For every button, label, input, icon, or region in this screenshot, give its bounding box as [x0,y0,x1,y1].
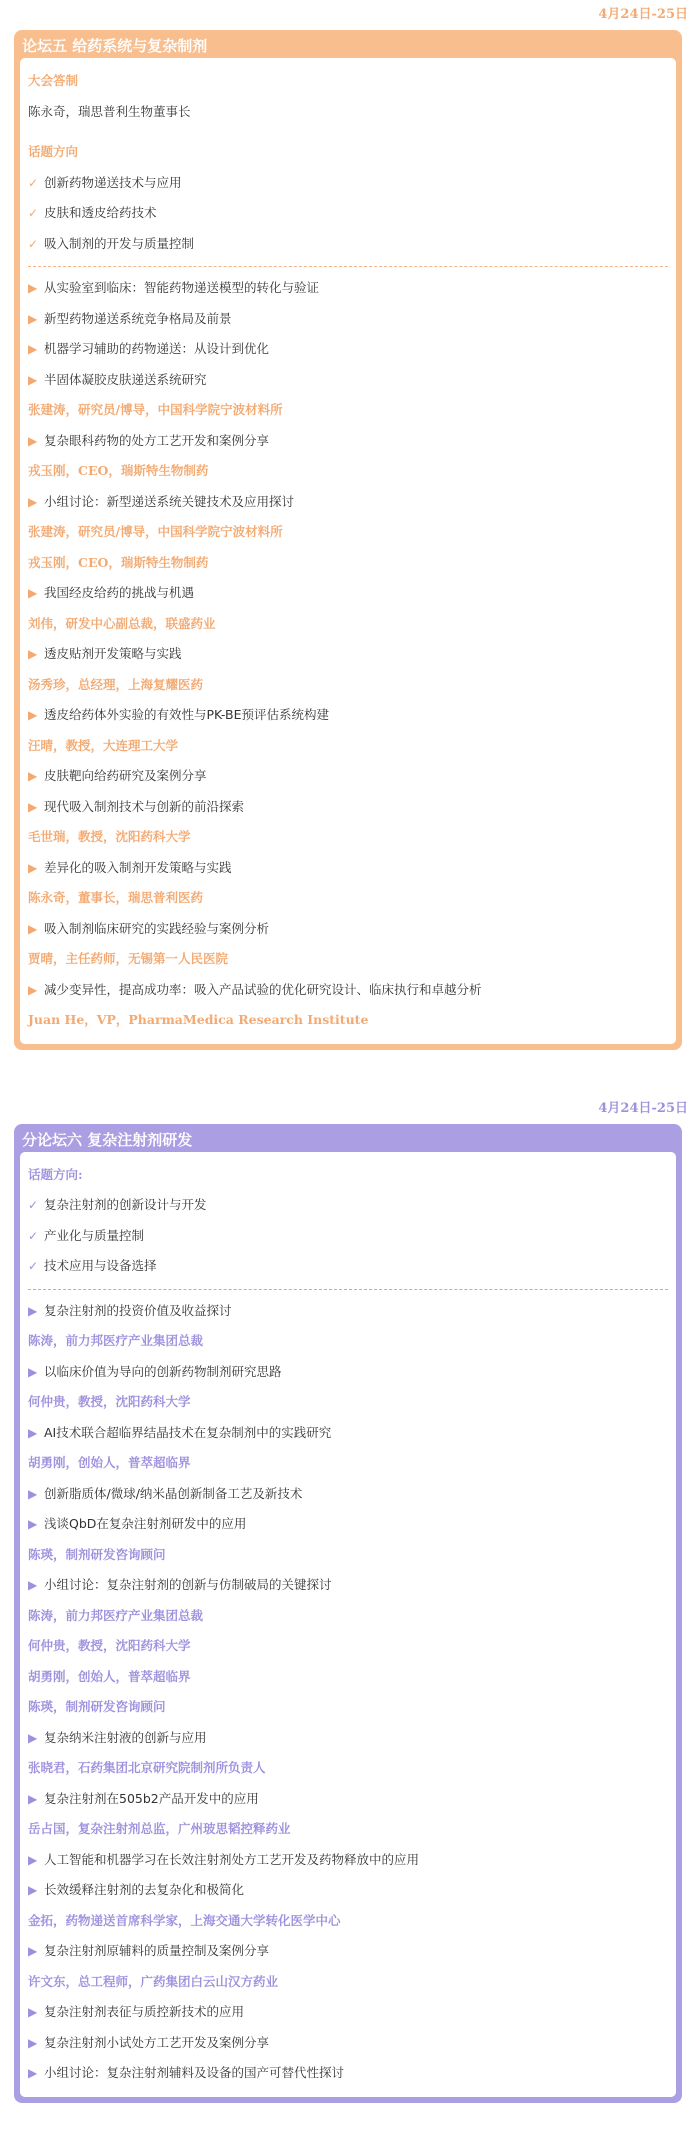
forum-5-section [0,0,696,1050]
talk-title: 透皮给药体外实验的有效性与PK-BE预评估系统构建 [44,707,329,722]
triangle-icon: ▶ [28,1791,38,1806]
triangle-icon: ▶ [28,372,38,387]
agenda-talk [28,1723,668,1754]
talk-title: 小组讨论：新型递送系统关键技术及应用探讨 [44,493,295,509]
talk-title: 现代吸入制剂技术与创新的前沿探索 [44,798,245,814]
talk-title: 吸入制剂临床研究的实践经验与案例分析 [44,920,270,936]
agenda-talk [28,426,668,457]
agenda-talk [28,1357,668,1388]
talk-title: 浅谈QbD在复杂注射剂研发中的应用 [44,1516,247,1531]
agenda-speaker: 陈永奇，董事长，瑞思普利医药 [28,890,204,905]
agenda-speaker: 金拓，药物递送首席科学家，上海交通大学转化医学中心 [28,1912,341,1928]
agenda-speaker: 贾晴，主任药师，无锡第一人民医院 [28,951,229,966]
triangle-icon: ▶ [28,647,38,661]
agenda-speaker: 张建涛，研究员/博导，中国科学院宁波材料所 [28,402,283,417]
forum-6-card [14,1124,682,2103]
triangle-icon: ▶ [28,311,38,326]
forum-6-date: 4月24日-25日 [598,1100,688,1116]
agenda-talk [28,2058,668,2089]
talk-title: 以临床价值为导向的创新药物制剂研究思路 [44,1363,282,1379]
forum-5-card [14,30,682,1050]
agenda-speaker: 戎玉刚，CEO，瑞斯特生物制药 [28,554,209,570]
forum-5-title: 论坛五 给药系统与复杂制剂 [22,37,208,55]
topics-label: 话题方向: [28,1166,83,1182]
agenda-speaker: 陈涛，前力邦医疗产业集团总裁 [28,1607,204,1623]
agenda-speaker: 陈瑛，制剂研发咨询顾问 [28,1546,166,1562]
talk-title: AI技术联合超临界结晶技术在复杂制剂中的实践研究 [44,1424,332,1440]
check-icon: ✓ [28,175,39,190]
chair-name: 陈永奇，瑞思普利生物董事长 [28,103,191,119]
talk-title: 从实验室到临床：智能药物递送模型的转化与验证 [44,280,320,295]
triangle-icon: ▶ [28,281,38,295]
divider [28,266,668,267]
triangle-icon: ▶ [28,1486,38,1501]
triangle-icon: ▶ [28,1852,38,1867]
triangle-icon: ▶ [28,1303,38,1318]
agenda-talk [28,365,668,396]
topic-item [28,168,668,199]
agenda-talk [28,334,668,365]
topic-item [28,229,668,260]
agenda-talk [28,1845,668,1876]
agenda-speaker: 陈瑛，制剂研发咨询顾问 [28,1699,166,1714]
topic-text: 创新药物递送技术与应用 [44,174,182,190]
forum-6-section [0,1094,696,2103]
agenda-talk [28,487,668,518]
topics-label: 话题方向 [28,144,79,159]
talk-title: 长效缓释注射剂的去复杂化和极简化 [44,1882,245,1897]
agenda-talk [28,1784,668,1815]
triangle-icon: ▶ [28,342,38,356]
agenda-talk [28,1997,668,2028]
topic-item [28,198,668,229]
agenda-speaker: 戎玉刚，CEO，瑞斯特生物制药 [28,463,209,478]
agenda-speaker: 胡勇刚，创始人，普萃超临界 [28,1668,191,1684]
topic-item [28,1190,668,1221]
agenda-talk [28,700,668,731]
triangle-icon: ▶ [28,799,38,814]
topic-item [28,1251,668,1282]
talk-title: 创新脂质体/微球/纳米晶创新制备工艺及新技术 [44,1485,303,1501]
agenda-talk [28,578,668,609]
agenda-talk [28,1936,668,1967]
agenda-talk [28,639,668,670]
triangle-icon: ▶ [28,860,38,875]
topic-text: 技术应用与设备选择 [44,1258,157,1273]
topic-list [28,1190,668,1282]
check-icon: ✓ [28,206,39,220]
agenda-speaker: 何仲贵，教授，沈阳药科大学 [28,1638,191,1653]
agenda-talk [28,1875,668,1906]
triangle-icon: ▶ [28,1517,38,1531]
agenda-list [28,273,668,1036]
talk-title: 复杂纳米注射液的创新与应用 [44,1729,207,1745]
talk-title: 小组讨论：复杂注射剂辅料及设备的国产可替代性探讨 [44,2065,345,2080]
chair-label: 大会答制 [28,73,79,88]
check-icon: ✓ [28,1198,39,1212]
agenda-speaker: 汤秀珍，总经理，上海复耀医药 [28,676,204,692]
talk-title: 复杂注射剂表征与质控新技术的应用 [44,2004,245,2019]
triangle-icon: ▶ [28,1730,38,1745]
triangle-icon: ▶ [28,1364,38,1379]
talk-title: 机器学习辅助的药物递送：从设计到优化 [44,341,270,356]
talk-title: 新型药物递送系统竞争格局及前景 [44,310,232,326]
agenda-talk [28,914,668,945]
forum-5-body [20,58,676,1044]
agenda-talk [28,853,668,884]
triangle-icon: ▶ [28,1425,38,1440]
agenda-speaker: 陈涛，前力邦医疗产业集团总裁 [28,1333,204,1348]
talk-title: 复杂注射剂小试处方工艺开发及案例分享 [44,2034,270,2050]
talk-title: 皮肤靶向给药研究及案例分享 [44,768,207,783]
triangle-icon: ▶ [28,1944,38,1958]
agenda-talk [28,1296,668,1327]
agenda-talk [28,1418,668,1449]
agenda-speaker: 岳占国，复杂注射剂总监，广州玻思韬控释药业 [28,1821,291,1836]
triangle-icon: ▶ [28,982,38,997]
agenda-talk [28,273,668,304]
check-icon: ✓ [28,1259,39,1273]
triangle-icon: ▶ [28,769,38,783]
talk-title: 复杂注射剂原辅料的质量控制及案例分享 [44,1943,270,1958]
agenda-list [28,1296,668,2089]
topic-item [28,1221,668,1252]
triangle-icon: ▶ [28,2005,38,2019]
triangle-icon: ▶ [28,921,38,936]
talk-title: 复杂眼科药物的处方工艺开发和案例分享 [44,432,270,448]
talk-title: 我国经皮给药的挑战与机遇 [44,585,195,600]
agenda-talk [28,975,668,1006]
triangle-icon: ▶ [28,586,38,600]
agenda-speaker: 何仲贵，教授，沈阳药科大学 [28,1394,191,1409]
triangle-icon: ▶ [28,1883,38,1897]
agenda-speaker: 刘伟，研发中心副总裁，联盛药业 [28,615,216,631]
agenda-talk [28,1509,668,1540]
triangle-icon: ▶ [28,1578,38,1592]
triangle-icon: ▶ [28,2035,38,2050]
agenda-talk [28,792,668,823]
topic-text: 产业化与质量控制 [44,1227,145,1243]
agenda-talk [28,304,668,335]
triangle-icon: ▶ [28,708,38,722]
topic-text: 皮肤和透皮给药技术 [44,205,157,220]
talk-title: 人工智能和机器学习在长效注射剂处方工艺开发及药物释放中的应用 [44,1851,420,1867]
agenda-talk [28,761,668,792]
agenda-speaker: 张晓君，石药集团北京研究院制剂所负责人 [28,1760,266,1775]
agenda-talk [28,1479,668,1510]
talk-title: 复杂注射剂的投资价值及收益探讨 [44,1302,232,1318]
topic-text: 复杂注射剂的创新设计与开发 [44,1197,207,1212]
forum-6-body [20,1152,676,2097]
talk-title: 半固体凝胶皮肤递送系统研究 [44,371,207,387]
topic-list [28,168,668,260]
agenda-speaker: 毛世瑞，教授，沈阳药科大学 [28,829,191,844]
talk-title: 透皮贴剂开发策略与实践 [44,646,182,661]
agenda-speaker: Juan He，VP，PharmaMedica Research Institute [28,1012,369,1027]
agenda-talk [28,1570,668,1601]
triangle-icon: ▶ [28,433,38,448]
check-icon: ✓ [28,1228,39,1243]
check-icon: ✓ [28,236,39,251]
agenda-speaker: 汪晴，教授，大连理工大学 [28,737,179,753]
talk-title: 差异化的吸入制剂开发策略与实践 [44,859,232,875]
divider [28,1289,668,1290]
talk-title: 减少变异性，提高成功率：吸入产品试验的优化研究设计、临床执行和卓越分析 [44,981,482,997]
forum-5-date: 4月24日-25日 [598,7,688,22]
talk-title: 复杂注射剂在505b2产品开发中的应用 [44,1790,259,1806]
triangle-icon: ▶ [28,2066,38,2080]
agenda-speaker: 胡勇刚，创始人，普萃超临界 [28,1455,191,1470]
agenda-talk [28,2028,668,2059]
topic-text: 吸入制剂的开发与质量控制 [44,235,195,251]
triangle-icon: ▶ [28,494,38,509]
agenda-speaker: 张建涛，研究员/博导，中国科学院宁波材料所 [28,524,283,539]
talk-title: 小组讨论：复杂注射剂的创新与仿制破局的关键探讨 [44,1577,332,1592]
forum-6-title: 分论坛六 复杂注射剂研发 [22,1130,193,1149]
agenda-speaker: 许文东，总工程师，广药集团白云山汉方药业 [28,1973,279,1989]
